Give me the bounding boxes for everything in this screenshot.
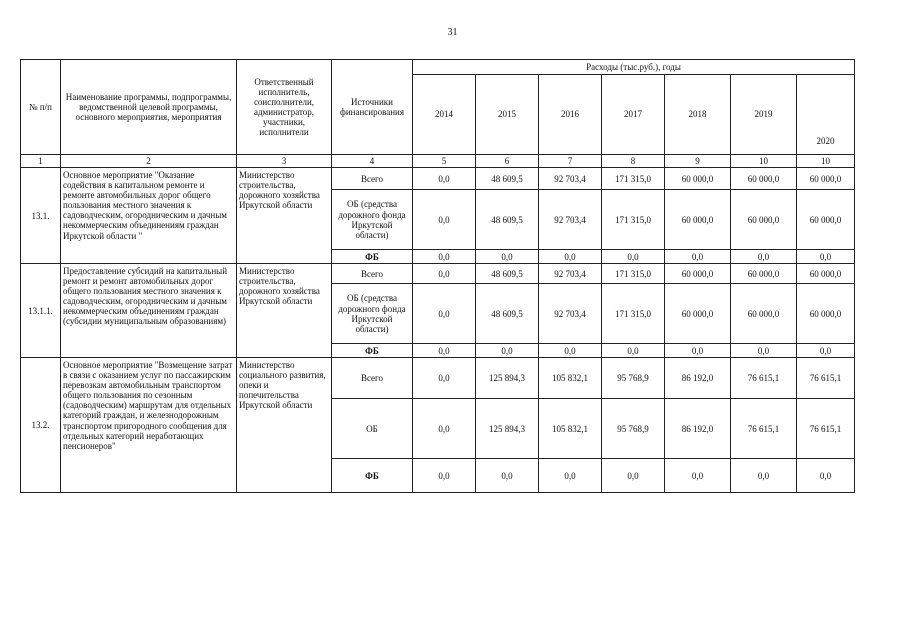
expense-value: 0,0 <box>797 344 855 358</box>
expense-value: 0,0 <box>539 459 602 493</box>
header-expenses: Расходы (тыс.руб.), годы <box>413 60 855 75</box>
expense-value: 0,0 <box>413 264 476 284</box>
column-number: 4 <box>332 155 413 168</box>
expense-value: 60 000,0 <box>731 190 797 250</box>
column-number: 10 <box>797 155 855 168</box>
column-number: 1 <box>21 155 61 168</box>
header-source: Источники финансирования <box>332 60 413 155</box>
expense-value: 92 703,4 <box>539 168 602 190</box>
expense-value: 60 000,0 <box>797 190 855 250</box>
expense-value: 76 615,1 <box>797 358 855 399</box>
expense-value: 95 768,9 <box>602 399 665 459</box>
column-number: 7 <box>539 155 602 168</box>
expense-value: 0,0 <box>413 250 476 264</box>
funding-source: ОБ (средства дорожного фонда Иркутской области) <box>332 284 413 344</box>
expense-value: 86 192,0 <box>665 399 731 459</box>
expense-value: 60 000,0 <box>731 168 797 190</box>
funding-source: ОБ <box>332 399 413 459</box>
header-year: 2018 <box>665 75 731 155</box>
expense-value: 0,0 <box>413 168 476 190</box>
row-number: 13.1.1. <box>21 264 61 358</box>
expense-value: 60 000,0 <box>797 284 855 344</box>
expense-value: 0,0 <box>539 250 602 264</box>
row-number: 13.2. <box>21 358 61 493</box>
expense-value: 0,0 <box>665 344 731 358</box>
header-responsible: Ответственный исполнитель, соисполнители, администратор, участники, исполнители <box>237 60 332 155</box>
funding-source: ФБ <box>332 459 413 493</box>
expense-value: 0,0 <box>413 344 476 358</box>
header-year: 2019 <box>731 75 797 155</box>
expense-value: 125 894,3 <box>476 399 539 459</box>
column-number: 6 <box>476 155 539 168</box>
expense-value: 0,0 <box>476 344 539 358</box>
header-name: Наименование программы, подпрограммы, ведомственной целевой программы, основного мероприятия, мероприятия <box>61 60 237 155</box>
expense-value: 0,0 <box>731 459 797 493</box>
funding-source: ФБ <box>332 344 413 358</box>
column-number: 3 <box>237 155 332 168</box>
expense-value: 105 832,1 <box>539 358 602 399</box>
expense-value: 60 000,0 <box>665 264 731 284</box>
responsible-executor: Министерство социального развития, опеки и попечительства Иркутской области <box>237 358 332 493</box>
expense-value: 105 832,1 <box>539 399 602 459</box>
column-number: 10 <box>731 155 797 168</box>
expense-value: 0,0 <box>797 459 855 493</box>
row-number: 13.1. <box>21 168 61 264</box>
expense-value: 0,0 <box>476 459 539 493</box>
funding-source: ОБ (средства дорожного фонда Иркутской области) <box>332 190 413 250</box>
expense-value: 171 315,0 <box>602 168 665 190</box>
expense-value: 0,0 <box>665 459 731 493</box>
expense-value: 0,0 <box>731 344 797 358</box>
header-year: 2017 <box>602 75 665 155</box>
table-row <box>21 358 855 399</box>
expense-value: 60 000,0 <box>731 264 797 284</box>
expense-value: 92 703,4 <box>539 284 602 344</box>
expense-value: 171 315,0 <box>602 190 665 250</box>
funding-source: ФБ <box>332 250 413 264</box>
expense-value: 92 703,4 <box>539 190 602 250</box>
funding-source: Всего <box>332 264 413 284</box>
activity-name: Предоставление субсидий на капитальный ремонт и ремонт автомобильных дорог общего пользования местного значения к садоводческим, огородническим и дачным некоммерческим объединениям граждан (субсидии муниципальным образованиям) <box>61 264 237 358</box>
expense-value: 0,0 <box>602 344 665 358</box>
expense-value: 48 609,5 <box>476 190 539 250</box>
expense-value: 171 315,0 <box>602 264 665 284</box>
table-row <box>21 168 855 190</box>
header-year: 2016 <box>539 75 602 155</box>
expense-value: 0,0 <box>665 250 731 264</box>
expense-value: 0,0 <box>476 250 539 264</box>
funding-source: Всего <box>332 358 413 399</box>
column-number: 8 <box>602 155 665 168</box>
header-year: 2014 <box>413 75 476 155</box>
expense-value: 60 000,0 <box>665 284 731 344</box>
expense-value: 76 615,1 <box>731 358 797 399</box>
expense-value: 0,0 <box>539 344 602 358</box>
expense-value: 0,0 <box>413 190 476 250</box>
expense-value: 0,0 <box>413 284 476 344</box>
column-number: 5 <box>413 155 476 168</box>
column-number: 2 <box>61 155 237 168</box>
header-num: № п/п <box>21 60 61 155</box>
budget-table <box>20 59 855 493</box>
expense-value: 0,0 <box>413 399 476 459</box>
expense-value: 0,0 <box>413 358 476 399</box>
expense-value: 48 609,5 <box>476 264 539 284</box>
page-number: 31 <box>447 27 458 38</box>
expense-value: 76 615,1 <box>797 399 855 459</box>
column-number: 9 <box>665 155 731 168</box>
expense-value: 0,0 <box>602 459 665 493</box>
expense-value: 60 000,0 <box>797 264 855 284</box>
table-row <box>21 264 855 284</box>
expense-value: 92 703,4 <box>539 264 602 284</box>
responsible-executor: Министерство строительства, дорожного хозяйства Иркутской области <box>237 168 332 264</box>
expense-value: 48 609,5 <box>476 168 539 190</box>
expense-value: 60 000,0 <box>665 190 731 250</box>
header-year: 2020 <box>797 75 855 155</box>
expense-value: 60 000,0 <box>797 168 855 190</box>
expense-value: 48 609,5 <box>476 284 539 344</box>
column-number-row <box>21 155 855 168</box>
expense-value: 0,0 <box>413 459 476 493</box>
funding-source: Всего <box>332 168 413 190</box>
responsible-executor: Министерство строительства, дорожного хозяйства Иркутской области <box>237 264 332 358</box>
expense-value: 0,0 <box>602 250 665 264</box>
expense-value: 0,0 <box>731 250 797 264</box>
activity-name: Основное мероприятие "Возмещение затрат в связи с оказанием услуг по пассажирским перевозкам автомобильным транспортом общего пользования по сезонным (садоводческим) маршрутам для отдельных категорий граждан, и железнодорожным транспортом пригородного сообщения для отдельных категорий неработающих пенсионеров" <box>61 358 237 493</box>
header-row-1 <box>21 60 855 75</box>
expense-value: 76 615,1 <box>731 399 797 459</box>
expense-value: 0,0 <box>797 250 855 264</box>
header-year: 2015 <box>476 75 539 155</box>
expense-value: 171 315,0 <box>602 284 665 344</box>
expense-value: 60 000,0 <box>731 284 797 344</box>
expense-value: 86 192,0 <box>665 358 731 399</box>
expense-value: 95 768,9 <box>602 358 665 399</box>
expense-value: 125 894,3 <box>476 358 539 399</box>
expense-value: 60 000,0 <box>665 168 731 190</box>
activity-name: Основное мероприятие "Оказание содействия в капитальном ремонте и ремонте автомобильных дорог общего пользования местного значения к садоводческим, огородническим и дачным некоммерческим объединениям граждан Иркутской области " <box>61 168 237 264</box>
